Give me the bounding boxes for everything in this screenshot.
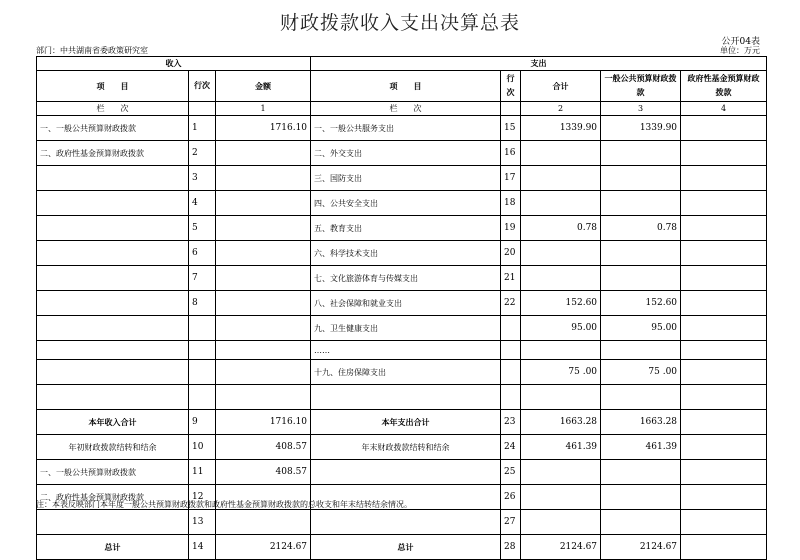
table-row [37, 460, 767, 485]
expense-line-cell: 17 [501, 166, 521, 191]
expense-line-cell: 20 [501, 241, 521, 266]
expense-line-cell: 24 [501, 435, 521, 460]
expense-line-cell: 19 [501, 216, 521, 241]
table-row [37, 435, 767, 460]
expense-item-cell: 三、国防支出 [311, 166, 501, 191]
income-amount-cell [216, 510, 311, 535]
income-item-cell [37, 385, 189, 410]
fund-budget-cell [681, 141, 767, 166]
total-cell [521, 191, 601, 216]
general-budget-cell [601, 141, 681, 166]
fund-budget-cell [681, 535, 767, 560]
general-budget-cell: 95.00 [601, 316, 681, 341]
total-cell [521, 141, 601, 166]
income-line-cell: 7 [189, 266, 216, 291]
fund-budget-cell [681, 410, 767, 435]
expense-line-cell: 26 [501, 485, 521, 510]
total-cell [521, 385, 601, 410]
table-row [37, 385, 767, 410]
fund-budget-cell [681, 241, 767, 266]
total-cell [521, 166, 601, 191]
income-item-cell: 一、一般公共预算财政拨款 [37, 460, 189, 485]
general-budget-cell: 0.78 [601, 216, 681, 241]
income-amount-cell: 408.57 [216, 460, 311, 485]
general-budget-cell [601, 385, 681, 410]
income-line-cell: 13 [189, 510, 216, 535]
total-cell: 0.78 [521, 216, 601, 241]
expense-line-cell: 21 [501, 266, 521, 291]
income-item-cell [37, 166, 189, 191]
general-budget-cell: 75 .00 [601, 360, 681, 385]
income-amount-cell [216, 241, 311, 266]
income-amount-cell [216, 166, 311, 191]
expense-line-cell: 28 [501, 535, 521, 560]
income-amount-cell [216, 341, 311, 360]
fund-budget-cell [681, 385, 767, 410]
general-budget-cell: 1663.28 [601, 410, 681, 435]
expense-line-cell: 18 [501, 191, 521, 216]
income-amount-cell [216, 266, 311, 291]
income-amount-cell [216, 360, 311, 385]
col-index-blank-expense [501, 102, 521, 116]
income-line-header: 行次 [189, 71, 216, 102]
income-item-cell [37, 341, 189, 360]
expense-item-cell: …… [311, 341, 501, 360]
income-line-cell: 10 [189, 435, 216, 460]
income-amount-cell [216, 316, 311, 341]
total-header: 合计 [521, 71, 601, 102]
income-item-cell [37, 510, 189, 535]
income-amount-cell [216, 291, 311, 316]
total-cell: 2124.67 [521, 535, 601, 560]
income-amount-cell [216, 141, 311, 166]
income-item-cell [37, 241, 189, 266]
table-row [37, 341, 767, 360]
expense-item-cell [311, 510, 501, 535]
report-title: 财政拨款收入支出决算总表 [279, 12, 520, 34]
expense-line-cell [501, 316, 521, 341]
income-item-cell [37, 316, 189, 341]
expense-item-cell: 八、社会保障和就业支出 [311, 291, 501, 316]
income-amount-cell [216, 216, 311, 241]
expense-line-cell: 25 [501, 460, 521, 485]
general-budget-cell [601, 266, 681, 291]
income-item-cell: 年初财政拨款结转和结余 [37, 435, 189, 460]
section-header-row [37, 57, 767, 71]
total-cell: 1339.90 [521, 116, 601, 141]
expense-item-cell: 七、文化旅游体育与传媒支出 [311, 266, 501, 291]
table-row [37, 166, 767, 191]
fund-budget-cell [681, 485, 767, 510]
fund-budget-cell [681, 116, 767, 141]
department-label: 部门：中共湖南省委政策研究室 [36, 46, 148, 55]
table-row [37, 360, 767, 385]
general-budget-cell: 2124.67 [601, 535, 681, 560]
general-budget-cell [601, 241, 681, 266]
table-row [37, 116, 767, 141]
expense-line-cell: 22 [501, 291, 521, 316]
col-index-label-expense: 栏 次 [311, 102, 501, 116]
fund-budget-cell [681, 191, 767, 216]
table-row [37, 266, 767, 291]
income-line-cell [189, 385, 216, 410]
total-cell [521, 241, 601, 266]
column-index-row [37, 102, 767, 116]
expense-item-cell: 一、一般公共服务支出 [311, 116, 501, 141]
income-amount-cell: 2124.67 [216, 535, 311, 560]
income-item-cell: 二、政府性基金预算财政拨款 [37, 141, 189, 166]
income-line-cell: 4 [189, 191, 216, 216]
general-budget-header: 一般公共预算财政拨款 [601, 71, 681, 102]
general-budget-cell: 1339.90 [601, 116, 681, 141]
expense-item-cell: 九、卫生健康支出 [311, 316, 501, 341]
income-line-cell: 1 [189, 116, 216, 141]
fund-budget-cell [681, 291, 767, 316]
general-budget-cell [601, 166, 681, 191]
table-row [37, 510, 767, 535]
total-cell: 1663.28 [521, 410, 601, 435]
total-cell [521, 510, 601, 535]
expense-line-cell: 23 [501, 410, 521, 435]
general-budget-cell [601, 510, 681, 535]
table-row [37, 241, 767, 266]
col-index-blank [189, 102, 216, 116]
expense-line-header: 行次 [501, 71, 521, 102]
fund-budget-cell [681, 266, 767, 291]
income-item-cell [37, 266, 189, 291]
footnote: 注：本表反映部门本年度一般公共预算财政拨款和政府性基金预算财政拨款的总收支和年末结转结余情况。 [36, 500, 412, 509]
income-line-cell: 3 [189, 166, 216, 191]
income-line-cell: 12 [189, 485, 216, 510]
expense-item-cell: 年末财政拨款结转和结余 [311, 435, 501, 460]
income-item-cell [37, 360, 189, 385]
expense-item-cell: 总计 [311, 535, 501, 560]
income-line-cell [189, 316, 216, 341]
col-index-amount: 1 [216, 102, 311, 116]
income-line-cell: 2 [189, 141, 216, 166]
amount-header: 金额 [216, 71, 311, 102]
income-amount-cell: 1716.10 [216, 116, 311, 141]
col-index-total: 2 [521, 102, 601, 116]
income-item-cell: 二、政府性基金预算财政拨款 [37, 485, 189, 510]
col-index-label: 栏 次 [37, 102, 189, 116]
income-item-cell [37, 291, 189, 316]
unit-label: 单位：万元 [720, 46, 760, 55]
form-code: 公开04表 [721, 37, 760, 47]
total-cell [521, 460, 601, 485]
income-line-cell: 11 [189, 460, 216, 485]
table-row [37, 291, 767, 316]
expense-item-cell: 五、教育支出 [311, 216, 501, 241]
income-amount-cell [216, 191, 311, 216]
expense-item-header: 项 目 [311, 71, 501, 102]
income-line-cell: 9 [189, 410, 216, 435]
col-index-fund: 4 [681, 102, 767, 116]
expense-item-cell [311, 460, 501, 485]
col-index-general: 3 [601, 102, 681, 116]
expense-item-cell: 本年支出合计 [311, 410, 501, 435]
general-budget-cell [601, 341, 681, 360]
table-row [37, 410, 767, 435]
income-amount-cell: 408.57 [216, 435, 311, 460]
income-line-cell: 6 [189, 241, 216, 266]
general-budget-cell [601, 191, 681, 216]
total-cell [521, 485, 601, 510]
total-cell: 461.39 [521, 435, 601, 460]
general-budget-cell [601, 460, 681, 485]
expense-line-cell [501, 341, 521, 360]
income-line-cell: 5 [189, 216, 216, 241]
income-line-cell [189, 360, 216, 385]
income-item-cell: 一、一般公共预算财政拨款 [37, 116, 189, 141]
income-line-cell: 14 [189, 535, 216, 560]
fund-budget-header: 政府性基金预算财政拨款 [681, 71, 767, 102]
fund-budget-cell [681, 510, 767, 535]
general-budget-cell: 152.60 [601, 291, 681, 316]
income-amount-cell: 1716.10 [216, 410, 311, 435]
fund-budget-cell [681, 316, 767, 341]
expense-item-cell: 十九、住房保障支出 [311, 360, 501, 385]
fund-budget-cell [681, 360, 767, 385]
expense-line-cell: 16 [501, 141, 521, 166]
income-amount-cell [216, 385, 311, 410]
expense-line-cell: 27 [501, 510, 521, 535]
income-section-header: 收入 [37, 57, 311, 71]
general-budget-cell: 461.39 [601, 435, 681, 460]
expense-line-cell [501, 385, 521, 410]
fund-budget-cell [681, 166, 767, 191]
table-row [37, 141, 767, 166]
table-row [37, 216, 767, 241]
expense-item-cell [311, 385, 501, 410]
table-row [37, 191, 767, 216]
total-cell [521, 266, 601, 291]
fund-budget-cell [681, 460, 767, 485]
income-line-cell: 8 [189, 291, 216, 316]
expense-item-cell: 六、科学技术支出 [311, 241, 501, 266]
expense-line-cell: 15 [501, 116, 521, 141]
expense-item-cell: 四、公共安全支出 [311, 191, 501, 216]
total-cell: 75 .00 [521, 360, 601, 385]
fund-budget-cell [681, 341, 767, 360]
total-cell: 95.00 [521, 316, 601, 341]
expense-item-cell: 二、外交支出 [311, 141, 501, 166]
income-item-cell: 总计 [37, 535, 189, 560]
total-cell: 152.60 [521, 291, 601, 316]
table-row [37, 316, 767, 341]
fund-budget-cell [681, 216, 767, 241]
income-line-cell [189, 341, 216, 360]
general-budget-cell [601, 485, 681, 510]
table-row [37, 535, 767, 560]
fund-budget-cell [681, 435, 767, 460]
income-item-cell: 本年收入合计 [37, 410, 189, 435]
total-cell [521, 341, 601, 360]
income-item-cell [37, 216, 189, 241]
budget-summary-table [36, 56, 767, 560]
income-item-header: 项 目 [37, 71, 189, 102]
column-header-row [37, 71, 767, 102]
income-item-cell [37, 191, 189, 216]
expense-section-header: 支出 [311, 57, 767, 71]
expense-line-cell [501, 360, 521, 385]
